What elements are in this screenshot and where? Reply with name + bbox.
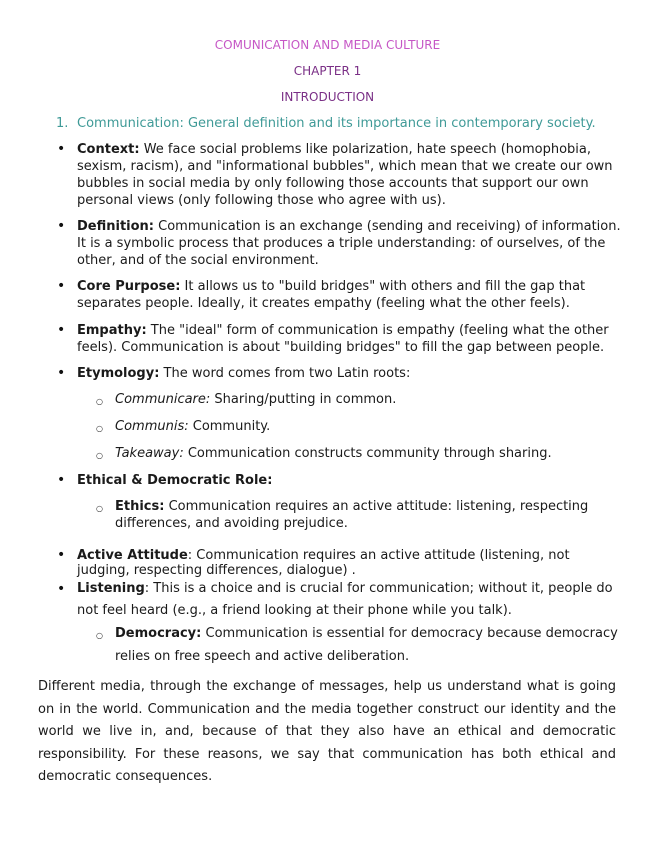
sub-label: Democracy: (115, 626, 202, 641)
bullet-etymology (77, 365, 622, 382)
chapter-heading: CHAPTER 1 (293, 64, 362, 78)
numbered-heading-text: Communication: General definition and its importance in contemporary society. (77, 116, 596, 131)
sub-term: Takeaway: (115, 446, 184, 461)
bullet-label: Etymology: (77, 366, 160, 381)
bullet-label: Definition: (77, 219, 155, 234)
list-number: 1. (56, 116, 69, 131)
sub-item-communis (115, 418, 625, 435)
bullet-active-attitude (77, 548, 622, 578)
bullet-listening (77, 578, 622, 622)
sub-item-communicare (115, 391, 625, 408)
bullet-definition (77, 218, 622, 269)
bullet-label: Core Purpose: (77, 279, 181, 294)
course-title: COMUNICATION AND MEDIA CULTURE (214, 38, 441, 52)
sub-item-democracy (115, 622, 625, 668)
bullet-text: : This is a choice and is crucial for communication; without it, people do not feel heard (e.g., a friend looking at their phone while you talk). (77, 581, 613, 618)
sub-item-ethics (115, 498, 625, 532)
sub-text: Sharing/putting in common. (210, 392, 397, 407)
sub-text: Communication is essential for democracy because democracy relies on free speech and active deliberation. (115, 626, 618, 664)
section-heading: INTRODUCTION (280, 90, 375, 104)
bullet-label: Context: (77, 142, 140, 157)
sub-text: Communication constructs community through sharing. (183, 446, 552, 461)
bullet-text: The word comes from two Latin roots: (159, 366, 411, 381)
bullet-label: Empathy: (77, 323, 147, 338)
sub-text: Community. (188, 419, 271, 434)
bullet-empathy (77, 322, 622, 356)
bullet-ethical-democratic-role (77, 472, 622, 489)
bullet-text: : Communication requires an active attitude (listening, not judging, respecting differences, dialogue) . (77, 548, 570, 578)
numbered-heading (56, 116, 616, 131)
bullet-label: Ethical & Democratic Role: (77, 473, 273, 488)
sub-term: Communicare: (115, 392, 211, 407)
sub-text: Communication requires an active attitude: listening, respecting differences, and avoiding prejudice. (115, 499, 589, 531)
sub-label: Ethics: (115, 499, 165, 514)
bullet-text: The "ideal" form of communication is empathy (feeling what the other feels). Communication is about "building bridges" to fill the gap between people. (77, 323, 609, 355)
bullet-text: It allows us to "build bridges" with others and fill the gap that separates people. Ideally, it creates empathy (feeling what the other feels). (77, 279, 586, 311)
bullet-text: We face social problems like polarization, hate speech (homophobia, sexism, racism), and "informational bubbles", which mean that we create our own bubbles in social media by only following those accounts that support our own personal views (only following those who agree with us). (77, 142, 613, 208)
bullet-core-purpose (77, 278, 622, 312)
sub-term: Communis: (115, 419, 189, 434)
bullet-context (77, 141, 622, 209)
closing-paragraph: Different media, through the exchange of messages, help us understand what is going on in the world. Communication and the media together construct our identity and the world we live in, and, because of that they also have an ethical and democratic responsibility. For these reasons, we say that communication has both ethical and democratic consequences. (38, 679, 616, 784)
bullet-label: Listening (77, 581, 145, 596)
bullet-label: Active Attitude (77, 548, 188, 563)
bullet-text: Communication is an exchange (sending and receiving) of information. It is a symbolic process that produces a triple understanding: of ourselves, of the other, and of the social environment. (77, 219, 621, 268)
sub-item-takeaway (115, 445, 625, 462)
